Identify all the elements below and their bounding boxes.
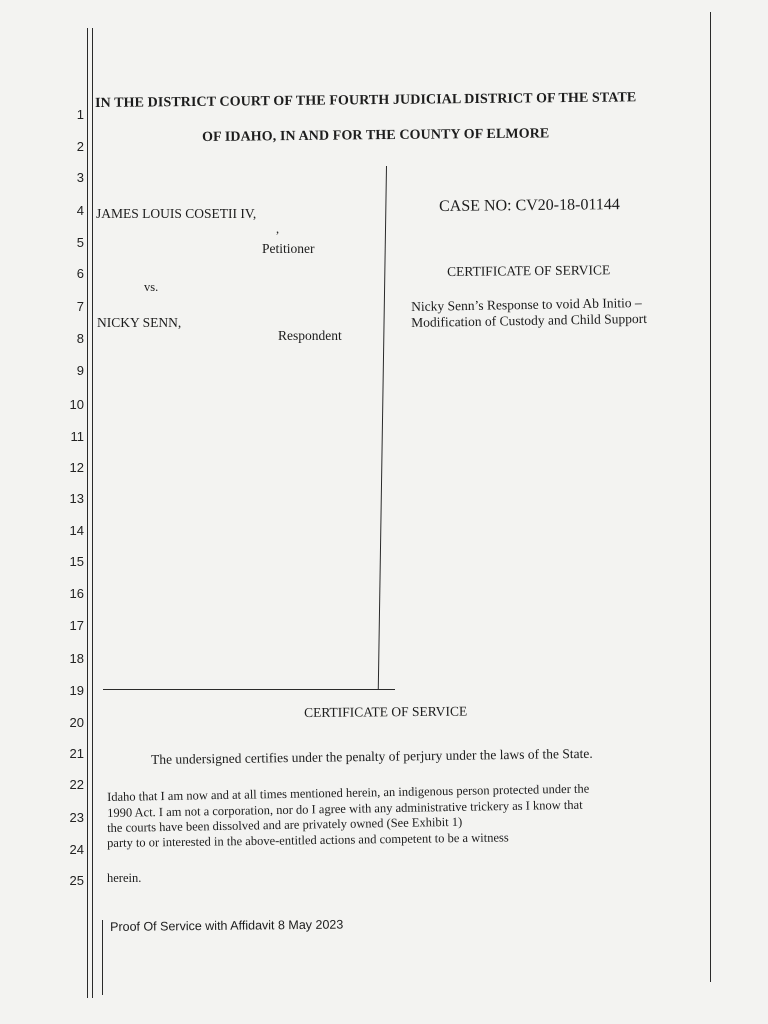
- body-line5: party to or interested in the above-entitled actions and competent to be a witness: [107, 830, 509, 850]
- line-number: 10: [69, 397, 84, 412]
- left-margin-rule-outer: [87, 28, 88, 998]
- line-number: 9: [76, 363, 84, 378]
- line-number: 5: [76, 235, 84, 250]
- line-number: 8: [76, 331, 84, 346]
- body-line6: herein.: [107, 871, 142, 885]
- line-number: 14: [69, 523, 84, 538]
- line-number: 25: [69, 873, 84, 888]
- vs-label: vs.: [144, 280, 159, 294]
- line-number: 23: [69, 810, 84, 825]
- line-number: 6: [76, 266, 84, 281]
- caption-box-right-rule: [378, 166, 387, 690]
- line-number: 15: [69, 554, 84, 569]
- document-description-line2: Modification of Custody and Child Support: [411, 310, 648, 330]
- line-number: 7: [76, 299, 84, 314]
- line-number: 22: [69, 777, 84, 792]
- court-heading-line1: IN THE DISTRICT COURT OF THE FOURTH JUDICIAL DISTRICT OF THE STATE: [95, 90, 637, 111]
- line-number: 1: [76, 107, 84, 122]
- caption-box-bottom-rule: [103, 689, 395, 690]
- line-number: 17: [69, 618, 84, 633]
- line-number: 24: [69, 842, 84, 857]
- document-description-line1: Nicky Senn’s Response to void Ab Initio –: [411, 294, 642, 314]
- body-line2: Idaho that I am now and at all times mentioned herein, an indigenous person protected under the: [107, 781, 590, 804]
- respondent-name: NICKY SENN,: [97, 315, 182, 330]
- body-line3: 1990 Act. I am not a corporation, nor do I agree with any administrative trickery as I know that: [107, 797, 583, 820]
- footer-text: Proof Of Service with Affidavit 8 May 2023: [110, 917, 344, 934]
- petitioner-name: JAMES LOUIS COSETII IV,: [96, 206, 257, 221]
- left-margin-rule-tail: [102, 920, 103, 995]
- line-number: 4: [76, 203, 84, 218]
- line-number: 3: [76, 170, 84, 185]
- line-number: 11: [70, 429, 84, 444]
- line-number: 21: [69, 746, 84, 761]
- line-number: 18: [69, 651, 84, 666]
- respondent-label: Respondent: [278, 328, 342, 343]
- document-title: CERTIFICATE OF SERVICE: [447, 262, 611, 279]
- line-number: 16: [69, 586, 84, 601]
- comma-mark: ,: [276, 222, 280, 236]
- body-line1: The undersigned certifies under the penalty of perjury under the laws of the State.: [151, 745, 593, 767]
- right-margin-rule: [710, 12, 711, 982]
- line-number: 20: [69, 715, 84, 730]
- line-number: 2: [76, 139, 84, 154]
- petitioner-label: Petitioner: [262, 241, 315, 256]
- body-line4: the courts have been dissolved and are privately owned (See Exhibit 1): [107, 814, 463, 835]
- court-heading-line2: OF IDAHO, IN AND FOR THE COUNTY OF ELMORE: [202, 126, 550, 145]
- section-title: CERTIFICATE OF SERVICE: [304, 703, 468, 720]
- line-number: 19: [69, 683, 84, 698]
- left-margin-rule-inner: [92, 28, 93, 998]
- line-number: 13: [69, 491, 84, 506]
- case-number: CASE NO: CV20-18-01144: [439, 196, 620, 215]
- line-number: 12: [69, 460, 84, 475]
